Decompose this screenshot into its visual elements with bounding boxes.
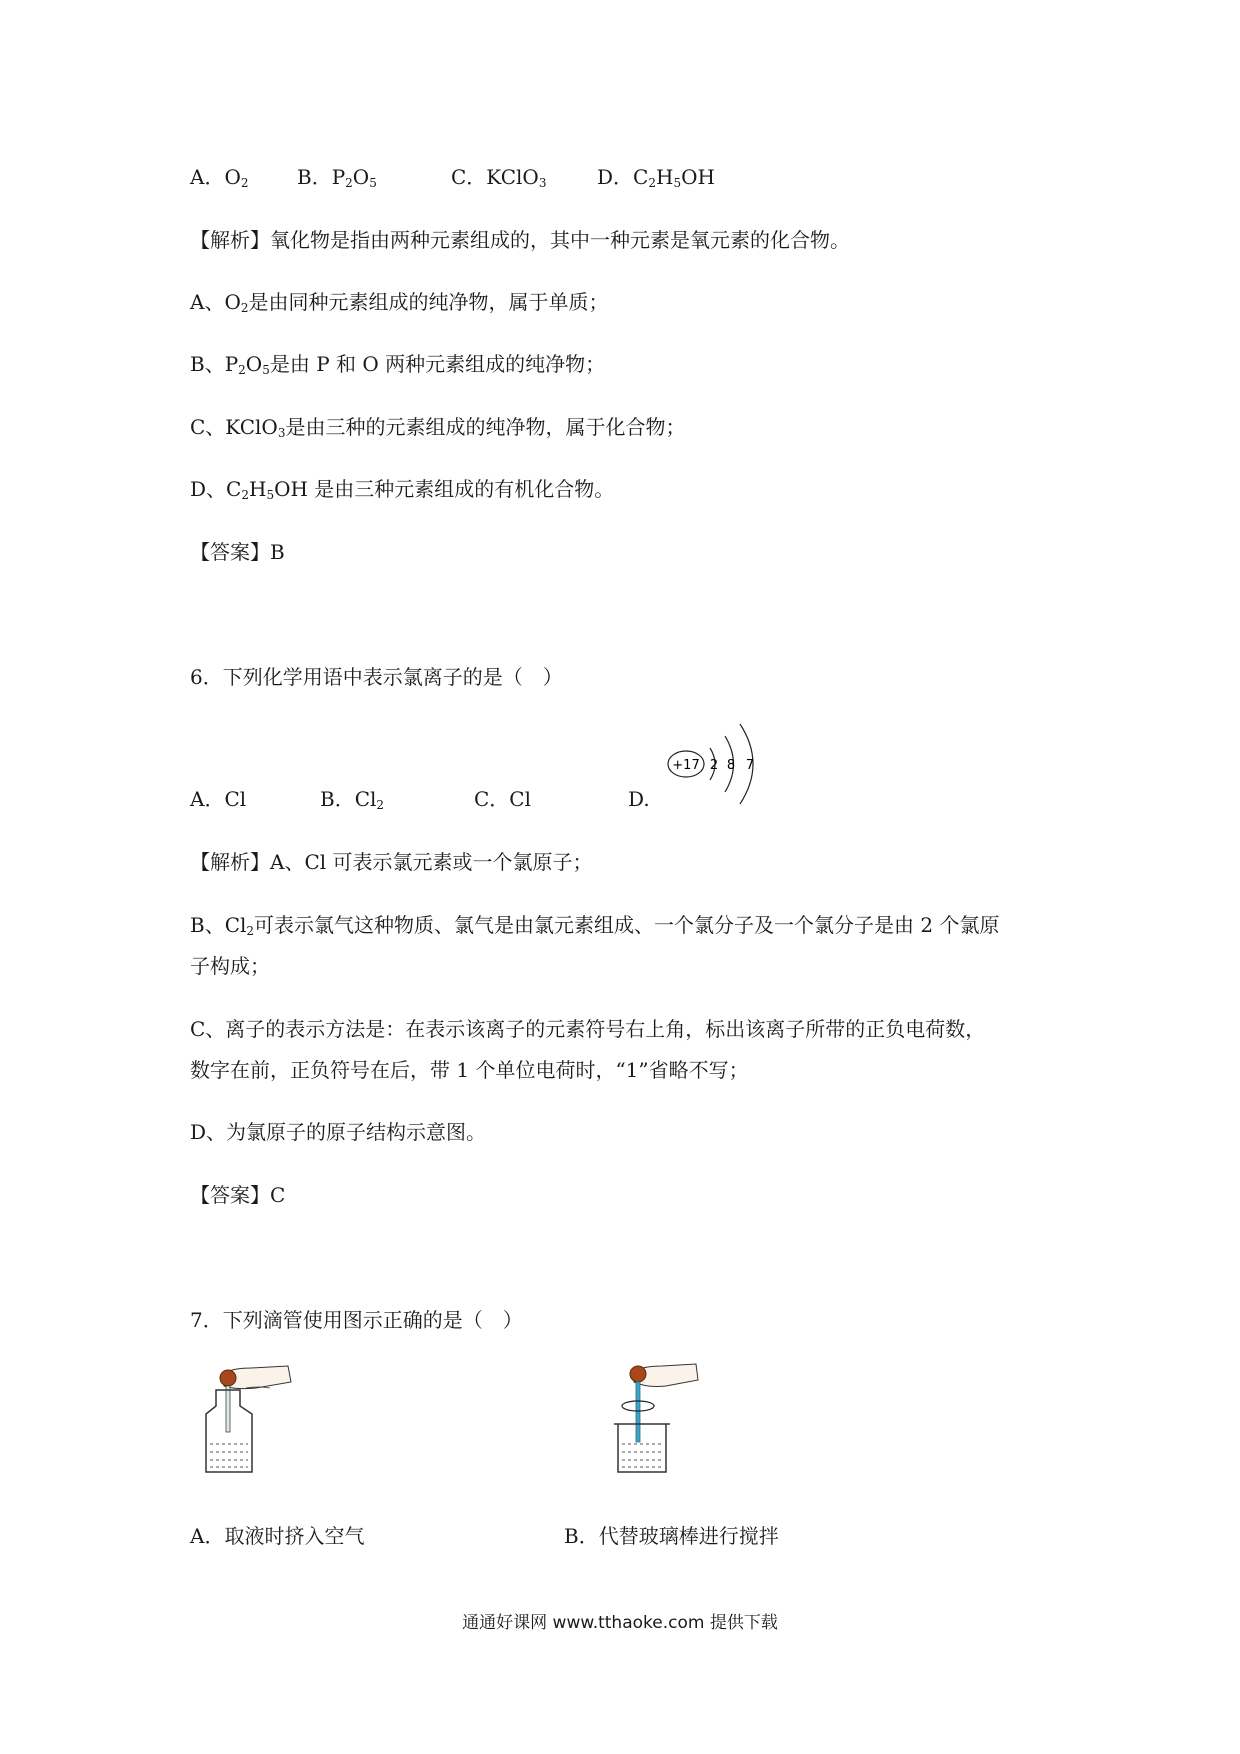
- dropper-bulb: [220, 1370, 236, 1386]
- q6-answer: 【答案】C: [190, 1183, 286, 1207]
- q5-analysis-a: A、$O_2$是由同种元素组成的纯净物，属于单质；: [190, 290, 609, 315]
- q7-option-b: B．代替玻璃棒进行搅拌: [564, 1524, 779, 1548]
- dropper-tube: [636, 1382, 640, 1442]
- shell-electrons-2: 8: [726, 758, 736, 773]
- q6-analysis-c-2: 数字在前，正负符号在后，带 1 个单位电荷时，“1”省略不写；: [190, 1058, 749, 1082]
- q5-option-a: A．$O_2$: [190, 165, 249, 190]
- q6-option-c: C．Cl: [474, 787, 532, 811]
- dropper-bulb: [630, 1366, 646, 1382]
- q6-analysis: 【解析】A、Cl 可表示氯元素或一个氯原子；: [190, 850, 593, 874]
- q5-analysis-c: C、KClO$_3$是由三种的元素组成的纯净物，属于化合物；: [190, 415, 686, 440]
- dropper-tube: [226, 1386, 230, 1432]
- nucleus-charge: +17: [672, 758, 700, 773]
- q5-analysis: 【解析】氧化物是指由两种元素组成的，其中一种元素是氧元素的化合物。: [190, 228, 850, 252]
- dropper-beaker-illustration: [596, 1348, 706, 1478]
- q5-answer: 【答案】B: [190, 540, 285, 564]
- q7-option-a: A．取液时挤入空气: [190, 1524, 365, 1548]
- q6-option-d: D.: [628, 787, 650, 811]
- q6-option-b: B．$Cl_2$: [320, 787, 385, 812]
- q5-option-c: C．KClO$_3$: [451, 165, 547, 190]
- shell-electrons-3: 7: [745, 758, 755, 773]
- q6-analysis-d: D、为氯原子的原子结构示意图。: [190, 1120, 487, 1144]
- shell-electrons-1: 2: [709, 758, 719, 773]
- q5-option-b: B．$P_2O_5$: [297, 165, 377, 190]
- q7-question: 7．下列滴管使用图示正确的是（ ）: [190, 1308, 523, 1332]
- beaker: [618, 1424, 666, 1472]
- q6-question: 6．下列化学用语中表示氯离子的是（ ）: [190, 665, 563, 689]
- dropper-bottle-illustration: [196, 1348, 296, 1478]
- q6-analysis-b-2: 子构成；: [190, 954, 270, 978]
- q5-analysis-b: B、$P_2O_5$是由 P 和 O 两种元素组成的纯净物；: [190, 352, 606, 377]
- q5-analysis-d: D、$C_2H_5OH$ 是由三种元素组成的有机化合物。: [190, 477, 615, 502]
- page-footer: 通通好课网 www.tthaoke.com 提供下载: [462, 1613, 778, 1633]
- q6-analysis-b-1: B、$Cl_2$可表示氯气这种物质、氯气是由氯元素组成、一个氯分子及一个氯分子是由 2 个氯原: [190, 913, 1000, 938]
- q6-option-a: A．Cl: [190, 787, 247, 811]
- atom-structure-diagram: [660, 718, 770, 808]
- q5-option-d: D．$C_2H_5OH$: [597, 165, 715, 190]
- q6-analysis-c-1: C、离子的表示方法是：在表示该离子的元素符号右上角，标出该离子所带的正负电荷数，: [190, 1017, 986, 1041]
